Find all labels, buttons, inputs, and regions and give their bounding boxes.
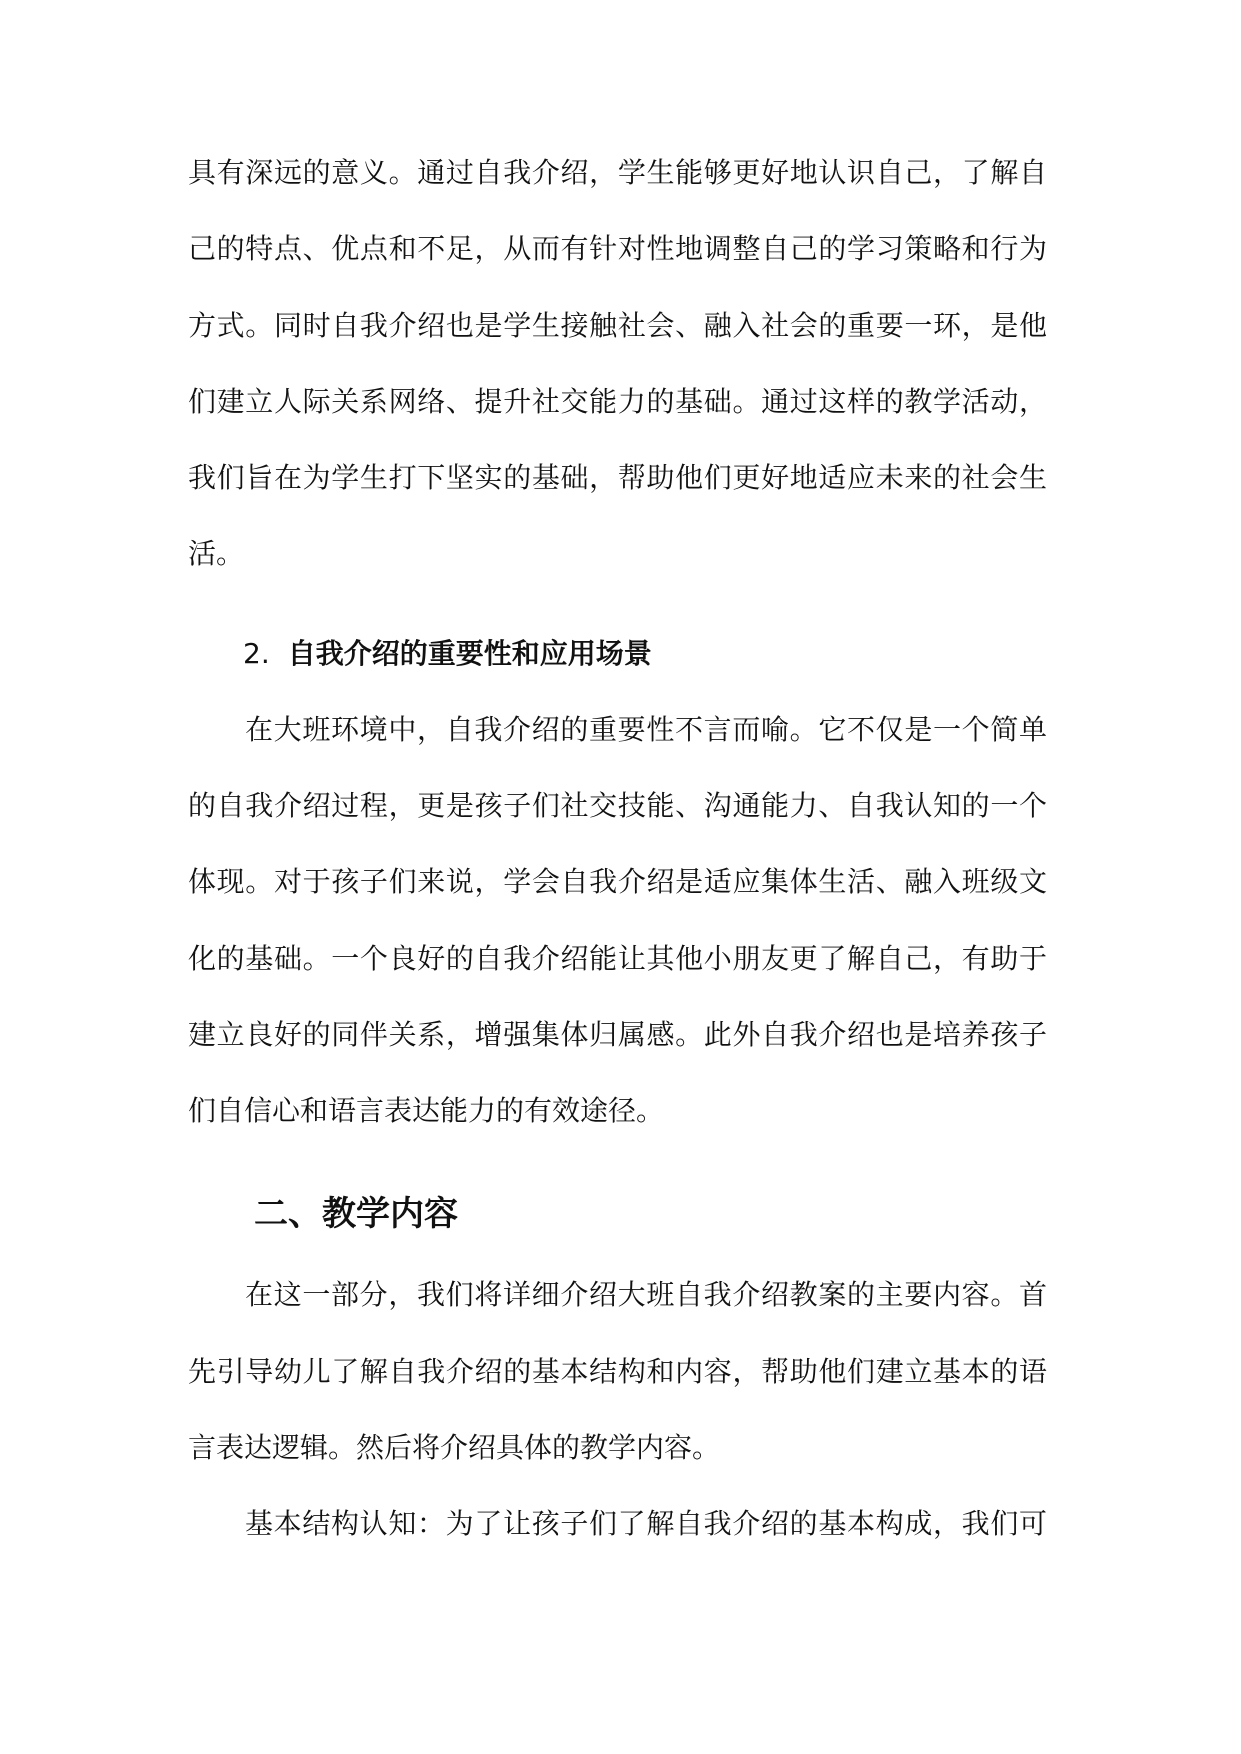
text-line: 在大班环境中，自我介绍的重要性不言而喻。它不仅是一个简单 <box>245 713 1047 746</box>
text-line: 体现。对于孩子们来说，学会自我介绍是适应集体生活、融入班级文 <box>188 865 1047 898</box>
section-subheading-title: 自我介绍的重要性和应用场景 <box>287 637 652 670</box>
section-heading: 二、教学内容 <box>254 1194 458 1234</box>
text-line: 己的特点、优点和不足，从而有针对性地调整自己的学习策略和行为 <box>188 232 1047 265</box>
text-line: 们建立人际关系网络、提升社交能力的基础。通过这样的教学活动， <box>188 385 1047 418</box>
text-line: 先引导幼儿了解自我介绍的基本结构和内容，帮助他们建立基本的语 <box>188 1355 1047 1388</box>
text-line: 的自我介绍过程，更是孩子们社交技能、沟通能力、自我认知的一个 <box>188 789 1047 822</box>
section-subheading <box>243 634 652 674</box>
text-line: 言表达逻辑。然后将介绍具体的教学内容。 <box>188 1431 721 1464</box>
text-line: 具有深远的意义。通过自我介绍，学生能够更好地认识自己，了解自 <box>188 156 1047 189</box>
text-line: 基本结构认知：为了让孩子们了解自我介绍的基本构成，我们可 <box>245 1507 1047 1540</box>
text-line: 们自信心和语言表达能力的有效途径。 <box>188 1094 665 1127</box>
text-line: 在这一部分，我们将详细介绍大班自我介绍教案的主要内容。首 <box>245 1278 1047 1311</box>
text-line: 建立良好的同伴关系，增强集体归属感。此外自我介绍也是培养孩子 <box>188 1018 1047 1051</box>
section-number: 2. <box>243 637 270 670</box>
text-line: 我们旨在为学生打下坚实的基础，帮助他们更好地适应未来的社会生 <box>188 461 1047 494</box>
text-line: 方式。同时自我介绍也是学生接触社会、融入社会的重要一环，是他 <box>188 309 1047 342</box>
text-line: 活。 <box>188 537 245 570</box>
text-line: 化的基础。一个良好的自我介绍能让其他小朋友更了解自己，有助于 <box>188 942 1047 975</box>
